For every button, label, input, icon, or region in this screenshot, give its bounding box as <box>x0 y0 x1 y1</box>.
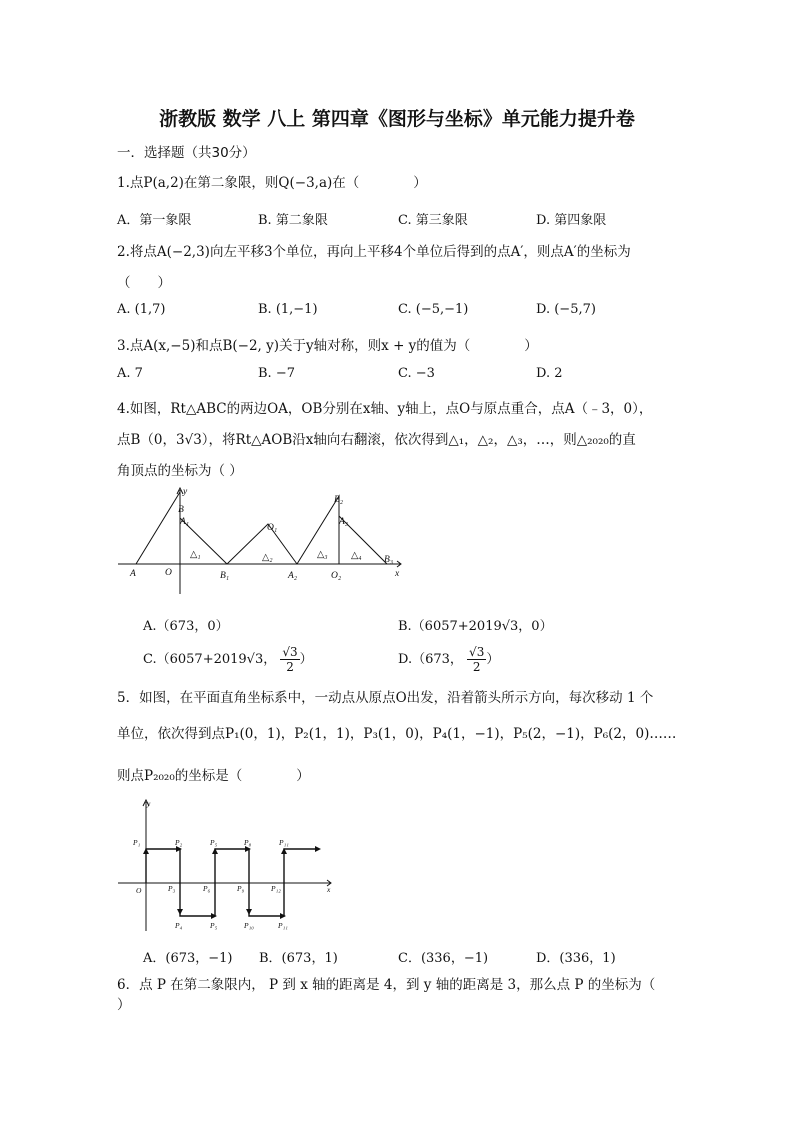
triangle-aob <box>136 492 180 564</box>
q5-option-a: A．(673，−1) <box>143 951 233 966</box>
question-6-stem-line1: 6．点 P 在第二象限内， P 到 x 轴的距离是 4，到 y 轴的距离是 3，那么点 P 的坐标为（ <box>117 977 656 993</box>
label-y: y <box>147 799 151 808</box>
label-t4: △₄ <box>351 551 362 561</box>
q5-figure <box>118 796 338 936</box>
question-5-stem-line2: 单位，依次得到点P₁(0，1)，P₂(1，1)，P₃(1，0)，P₄(1，−1)，P₅(2，−1)，P₆(2，0)…… <box>117 726 677 742</box>
label-p3: P₃ <box>168 884 176 893</box>
label-o1: O₁ <box>267 523 278 533</box>
q2-option-d: D. (−5,7) <box>536 302 596 317</box>
q4-figure <box>118 484 408 594</box>
question-6-stem-line2: ） <box>117 997 131 1013</box>
question-4-stem-line2: 点B（0，3√3），将Rt△AOB沿x轴向右翻滚，依次得到△₁，△₂，△₃，…，则△₂₀₂₀的直 <box>117 432 636 448</box>
label-t1: △₁ <box>190 550 201 560</box>
label-o2: O₂ <box>331 571 342 581</box>
label-t2: △₂ <box>262 553 273 563</box>
q4-option-a: A.（673，0） <box>143 619 229 634</box>
label-b1: B₁ <box>220 571 230 581</box>
question-5-stem-line1: 5．如图，在平面直角坐标系中，一动点从原点O出发，沿着箭头所示方向，每次移动 1 个 <box>117 690 654 706</box>
sqrt3-over-2-fraction: $\frac{√3}{2}$ <box>469 645 485 674</box>
section-heading: 一．选择题（共30分） <box>117 145 256 161</box>
page-title: 浙教版 数学 八上 第四章《图形与坐标》单元能力提升卷 <box>159 108 635 130</box>
question-1-stem: 1.点P(a,2)在第二象限，则Q(−3,a)在（ ） <box>117 175 427 191</box>
question-4-stem-line3: 角顶点的坐标为（ ） <box>117 463 243 479</box>
q5-option-d: D．(336，1) <box>536 951 616 966</box>
q1-option-d: D. 第四象限 <box>536 213 607 228</box>
q4-option-c-text: C.（6057+2019√3， <box>143 652 277 667</box>
label-p5-bottom: P₅ <box>210 921 218 930</box>
label-y: y <box>183 487 188 497</box>
q3-option-d: D. 2 <box>536 366 563 381</box>
q5-option-c: C．(336，−1) <box>398 951 489 966</box>
label-a1: A₁ <box>180 517 190 527</box>
label-p11-top: P₁₁ <box>279 838 289 847</box>
label-o: O <box>136 886 142 895</box>
label-o: O <box>165 568 172 578</box>
q3-option-a: A. 7 <box>117 366 143 381</box>
label-p2: P₂ <box>175 838 183 847</box>
label-x: x <box>327 885 331 894</box>
q2-option-b: B. (1,−1) <box>258 302 318 317</box>
label-p11-bottom: P₁₁ <box>278 921 288 930</box>
label-b3: B₃ <box>384 555 394 565</box>
q4-option-b: B.（6057+2019√3，0） <box>398 619 553 634</box>
q5-option-b: B．(673，1) <box>259 951 338 966</box>
q1-option-c: C. 第三象限 <box>398 213 468 228</box>
label-a: A <box>130 569 136 579</box>
label-p8: P₈ <box>244 838 252 847</box>
label-p4: P₄ <box>175 921 183 930</box>
q1-option-b: B. 第二象限 <box>258 213 328 228</box>
question-4-stem-line1: 4.如图，Rt△ABC的两边OA，OB分别在x轴、y轴上，点O与原点重合，点A（﹣3，0）， <box>117 401 653 417</box>
label-p12: P₁₂ <box>271 884 281 893</box>
q4-option-d-text: D.（673， <box>398 652 463 667</box>
q4-option-c: C.（6057+2019√3， $\frac{√3}{2}$ ） <box>143 645 313 674</box>
question-3-stem: 3.点A(x,−5)和点B(−2, y)关于y轴对称，则x + y的值为（ ） <box>117 338 538 354</box>
label-x: x <box>395 569 400 579</box>
label-b: B <box>178 505 184 515</box>
q4-option-d: D.（673， $\frac{√3}{2}$ ） <box>398 645 500 674</box>
label-p6: P₆ <box>203 884 211 893</box>
q3-option-b: B. −7 <box>258 366 295 381</box>
q2-option-c: C. (−5,−1) <box>398 302 469 317</box>
label-p10: P₁₀ <box>244 921 254 930</box>
question-2-stem-line2: （ ） <box>117 275 171 291</box>
label-t3: △₃ <box>317 550 328 560</box>
question-2-stem-line1: 2.将点A(−2,3)向左平移3个单位，再向上平移4个单位后得到的点A′，则点A′的坐标为 <box>117 244 631 260</box>
question-5-stem-line3: 则点P₂₀₂₀的坐标是（ ） <box>117 768 310 784</box>
label-b2: B₂ <box>334 495 344 505</box>
q3-option-c: C. −3 <box>398 366 435 381</box>
sqrt3-over-2-fraction: $\frac{√3}{2}$ <box>282 645 298 674</box>
label-a2: A₂ <box>288 571 298 581</box>
label-a3: A₃ <box>339 517 349 527</box>
q1-option-a: A．第一象限 <box>117 213 192 228</box>
label-p1: P₁ <box>133 838 141 847</box>
label-p9: P₉ <box>237 884 245 893</box>
label-p5-top: P₅ <box>210 838 218 847</box>
q2-option-a: A. (1,7) <box>117 302 166 317</box>
